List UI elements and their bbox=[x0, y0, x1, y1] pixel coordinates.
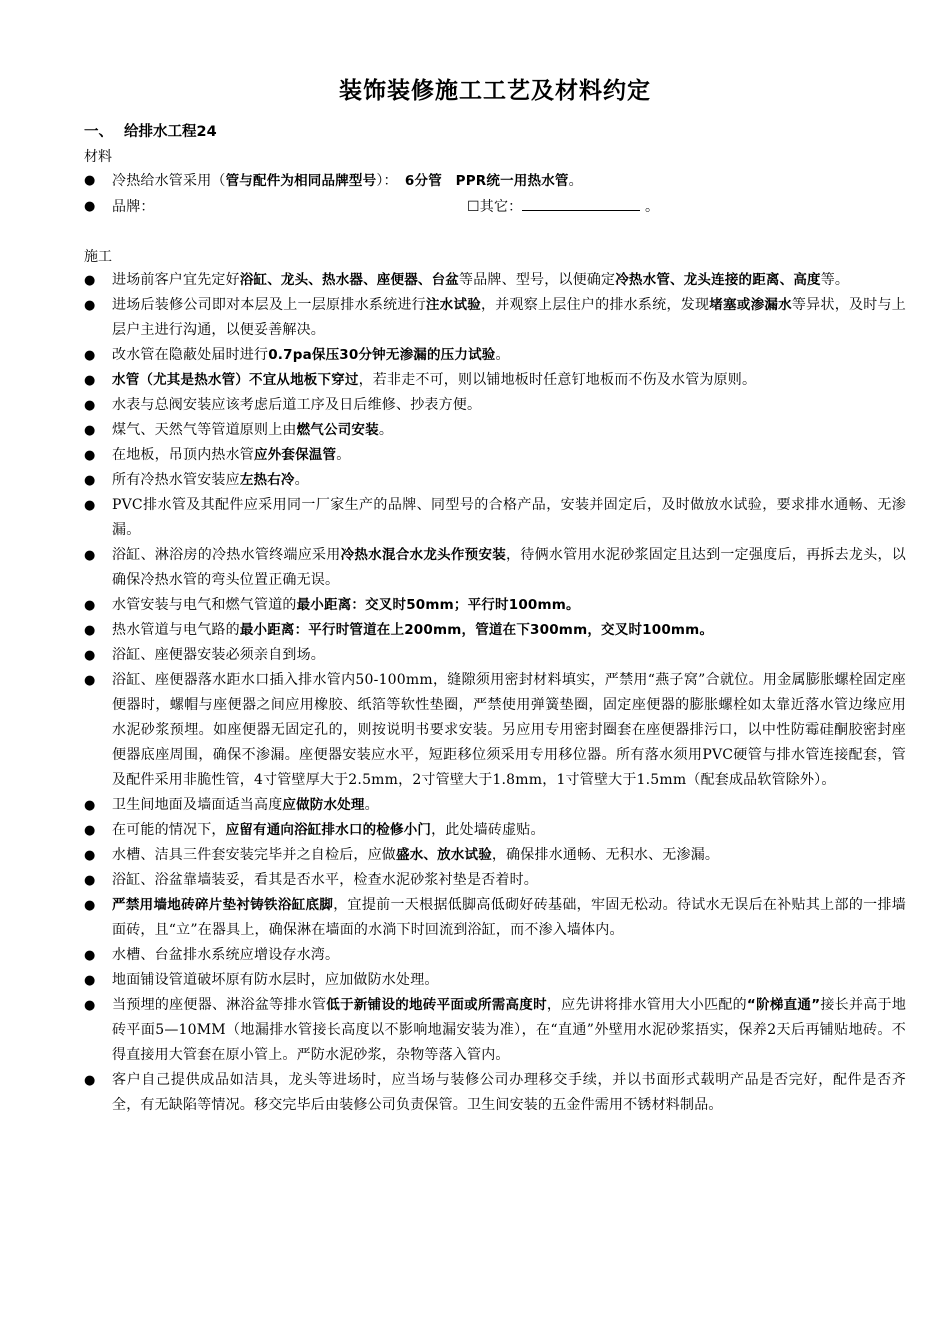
text-span: 当预埋的座便器、淋浴盆等排水管 bbox=[112, 997, 327, 1013]
text-span: 。 bbox=[364, 797, 379, 813]
construction-item bbox=[84, 443, 906, 468]
bold-span: 左热右冷 bbox=[239, 472, 295, 488]
text-span: 客户自己提供成品如洁具，龙头等进场时，应当场与装修公司办理移交手续，并以书面形式载明产品是否完好，配件是否齐全，有无缺陷等情况。移交完毕后由装修公司负责保管。卫生间安装的五金件需用不锈材料制品。 bbox=[112, 1072, 906, 1113]
section-number: 一、 bbox=[84, 124, 113, 140]
bold-span: 应留有通向浴缸排水口的检修小门 bbox=[225, 822, 432, 838]
materials-item-brand bbox=[84, 194, 906, 220]
bold-span: 最小距离：平行时管道在上200mm，管道在下300mm，交叉时100mm。 bbox=[239, 622, 714, 638]
section-heading bbox=[84, 121, 906, 143]
text-span: 热水管道与电气路的 bbox=[112, 622, 240, 638]
text-span: 进场前客户宜先定好 bbox=[112, 272, 240, 288]
construction-item bbox=[84, 1068, 906, 1118]
construction-item bbox=[84, 343, 906, 368]
document-page bbox=[84, 72, 906, 1118]
bold-span: 水管（尤其是热水管）不宜从地板下穿过 bbox=[112, 372, 359, 388]
bold-span: 冷热水管、龙头连接的距离、高度 bbox=[615, 272, 821, 288]
construction-item bbox=[84, 268, 906, 293]
construction-item bbox=[84, 418, 906, 443]
construction-item bbox=[84, 893, 906, 943]
construction-item bbox=[84, 393, 906, 418]
other-checkbox-label: ☐其它： bbox=[467, 199, 523, 215]
construction-item bbox=[84, 818, 906, 843]
text-span: ，应先讲将排水管用大小匹配的 bbox=[546, 997, 747, 1013]
bold-span: 应做防水处理 bbox=[282, 797, 365, 813]
text-span: 进场后装修公司即对本层及上一层原排水系统进行 bbox=[112, 297, 426, 313]
construction-item bbox=[84, 493, 906, 543]
construction-item bbox=[84, 293, 906, 343]
materials-item-pipe bbox=[84, 168, 906, 194]
section-title: 给排水工程24 bbox=[124, 124, 217, 140]
brand-label: 品牌： bbox=[112, 199, 155, 215]
construction-item bbox=[84, 793, 906, 818]
text-span: 卫生间地面及墙面适当高度 bbox=[112, 797, 283, 813]
bold-span: 严禁用墙地砖碎片垫衬铸铁浴缸底脚 bbox=[112, 897, 334, 913]
construction-item bbox=[84, 618, 906, 643]
text-span: 水槽、台盆排水系统应增设存水湾。 bbox=[112, 947, 340, 963]
text-span: ，待俩水管用水泥砂浆固定且达到一定强度后，再拆去龙头，以确保冷热水管的弯头位置正确无误。 bbox=[112, 547, 906, 588]
construction-item bbox=[84, 468, 906, 493]
bold-span: 冷热水混合水龙头作预安装 bbox=[340, 547, 507, 563]
bold-span: 低于新铺设的地砖平面或所需高度时 bbox=[326, 997, 547, 1013]
text-span: 等品牌、型号，以便确定 bbox=[459, 272, 616, 288]
construction-item bbox=[84, 368, 906, 393]
spacer bbox=[84, 220, 906, 246]
text-span: 所有冷热水管安装应 bbox=[112, 472, 240, 488]
text-span: 浴缸、座便器落水距水口插入排水管内50-100mm，缝隙须用密封材料填实，严禁用“燕子窝”合就位。用金属膨胀螺栓固定座便器时，螺帽与座便器之间应用橡胶、纸箔等软性垫圈，严禁使用弹簧垫圈，固定座便器的膨胀螺栓如太靠近落水管边缘应用水泥砂浆预埋。如座便器无固定孔的，则按说明书要求安装。另应用专用密封圈套在座便器排污口，以中性防霉硅酮胶密封座便器底座周围，确保不渗漏。座便器安装应水平，短距移位须采用专用移位器。所有落水须用PVC硬管与排水管连接配套，管及配件采用非脆性管，4寸管壁厚大于2.5mm，2寸管壁大于1.8mm，1寸管壁大于1.5mm（配套成品软管除外）。 bbox=[112, 672, 906, 788]
text-span: PVC排水管及其配件应采用同一厂家生产的品牌、同型号的合格产品，安装并固定后，及时做放水试验，要求排水通畅、无渗漏。 bbox=[112, 497, 906, 538]
construction-list bbox=[84, 268, 906, 1118]
text-span: 。 bbox=[645, 199, 660, 215]
construction-item bbox=[84, 968, 906, 993]
text-span: 。 bbox=[294, 472, 309, 488]
text-span: 浴缸、淋浴房的冷热水管终端应采用 bbox=[112, 547, 341, 563]
text-span: 水槽、洁具三件套安装完毕并之自检后，应做 bbox=[112, 847, 396, 863]
text-span: 在可能的情况下， bbox=[112, 822, 226, 838]
bold-span: “阶梯直通” bbox=[746, 997, 821, 1013]
text-span: ，并观察上层住户的排水系统，发现 bbox=[480, 297, 710, 313]
bold-span: 最小距离：交叉时50mm；平行时100mm。 bbox=[296, 597, 580, 613]
text-span: ，确保排水通畅、无积水、无渗漏。 bbox=[491, 847, 720, 863]
bold-span: 浴缸、龙头、热水器、座便器、台盆 bbox=[239, 272, 460, 288]
text-span: 浴缸、座便器安装必须亲自到场。 bbox=[112, 647, 325, 663]
construction-item bbox=[84, 943, 906, 968]
text-span: ，此处墙砖虚贴。 bbox=[431, 822, 545, 838]
text-span: 。 bbox=[378, 422, 394, 438]
text-span: ）： bbox=[376, 173, 391, 189]
text-span: 冷热给水管采用（ bbox=[112, 173, 226, 189]
construction-item bbox=[84, 868, 906, 893]
bold-span: 应外套保温管 bbox=[254, 447, 337, 463]
construction-label: 施工 bbox=[84, 249, 112, 265]
bold-span: 注水试验 bbox=[425, 297, 481, 313]
bold-span: 盛水、放水试验 bbox=[396, 847, 492, 863]
text-span: 浴缸、浴盆靠墙装妥，看其是否水平，检查水泥砂浆衬垫是否着时。 bbox=[112, 872, 538, 888]
bold-span: 6分管 PPR统一用热水管 bbox=[404, 173, 569, 189]
text-span: ，若非走不可，则以铺地板时任意钉地板而不伤及水管为原则。 bbox=[358, 372, 757, 388]
text-span: 。 bbox=[568, 173, 583, 189]
bold-span: 管与配件为相同品牌型号 bbox=[225, 173, 377, 189]
bold-span: 堵塞或渗漏水 bbox=[709, 297, 792, 313]
text-span: 改水管在隐蔽处届时进行 bbox=[112, 347, 269, 363]
text-span: ，宜提前一天根据低脚高低砌好砖基础，牢固无松动。待试水无误后在补贴其上部的一排墙面砖，且“立”在器具上，确保淋在墙面的水淌下时回流到浴缸，而不渗入墙体内。 bbox=[112, 897, 907, 938]
text-span: 等。 bbox=[820, 272, 850, 288]
construction-item bbox=[84, 843, 906, 868]
bold-span: 0.7pa保压30分钟无渗漏的压力试验 bbox=[268, 347, 496, 363]
text-span: 水管安装与电气和燃气管道的 bbox=[112, 597, 297, 613]
text-span: 接长并高于地砖平面5—10MM（地漏排水管接长高度以不影响地漏安装为准），在“直通”外壁用水泥砂浆捂实，保养2天后再铺贴地砖。不得直接用大管套在原小管上。严防水泥砂浆，杂物等落入管内。 bbox=[112, 997, 907, 1063]
construction-item bbox=[84, 593, 906, 618]
text-span: 等异状，及时与上层户主进行沟通，以便妥善解决。 bbox=[112, 297, 906, 338]
text-span: 地面铺设管道破坏原有防水层时，应加做防水处理。 bbox=[112, 972, 439, 988]
document-title: 装饰装修施工工艺及材料约定 bbox=[339, 78, 651, 104]
text-span: 煤气、天然气等管道原则上由 bbox=[112, 422, 297, 438]
text-span: 在地板，吊顶内热水管 bbox=[112, 447, 254, 463]
other-blank-field bbox=[522, 196, 640, 211]
text-span: 水表与总阀安装应该考虑后道工序及日后维修、抄表方便。 bbox=[112, 397, 482, 413]
construction-item bbox=[84, 668, 906, 793]
construction-item bbox=[84, 643, 906, 668]
materials-list bbox=[84, 168, 906, 220]
text-span: 。 bbox=[336, 447, 351, 463]
materials-label: 材料 bbox=[84, 149, 112, 165]
construction-item bbox=[84, 543, 906, 593]
construction-item bbox=[84, 993, 906, 1068]
bold-span: 燃气公司安装 bbox=[296, 422, 379, 438]
text-span: 。 bbox=[495, 347, 510, 363]
